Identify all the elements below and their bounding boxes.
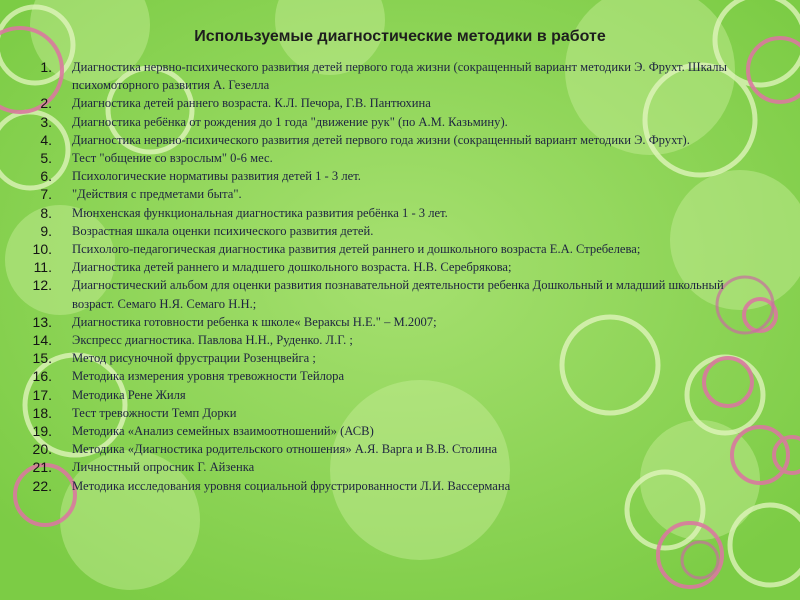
item-number: 21. <box>32 459 52 476</box>
item-number: 16. <box>32 368 52 385</box>
item-number: 15. <box>32 350 52 367</box>
list-item <box>24 113 764 131</box>
list-item <box>24 422 764 440</box>
item-text: Методика «Диагностика родительского отношения» А.Я. Варга и В.В. Столина <box>72 442 498 457</box>
item-text: Методика «Анализ семейных взаимоотношений» (АСВ) <box>72 424 374 439</box>
item-text: Метод рисуночной фрустрации Розенцвейга ; <box>72 351 316 366</box>
item-text: Возрастная шкала оценки психического развития детей. <box>72 223 374 238</box>
item-text: Диагностика нервно-психического развития детей первого года жизни (сокращенный вариант методики Э. Фрухт). <box>72 132 690 147</box>
item-text: Психолого-педагогическая диагностика развития детей раннего и дошкольного возраста Е.А. Стребелева; <box>72 242 641 257</box>
list-item <box>24 386 764 404</box>
item-text: Диагностика ребёнка от рождения до 1 года "движение рук" (по А.М. Казьмину). <box>72 114 508 129</box>
item-number: 4. <box>40 131 52 148</box>
list-item <box>24 477 764 495</box>
item-text: Личностный опросник Г. Айзенка <box>72 460 255 475</box>
slide-title: Используемые диагностические методики в работе <box>194 28 606 45</box>
item-number: 3. <box>40 113 52 130</box>
item-number: 7. <box>40 186 52 203</box>
list-item <box>24 458 764 476</box>
list-item <box>24 276 764 312</box>
item-text: Диагностика детей раннего и младшего дошкольного возраста. Н.В. Серебрякова; <box>72 260 512 275</box>
item-number: 10. <box>32 241 52 258</box>
item-text: Методика измерения уровня тревожности Тейлора <box>72 369 345 384</box>
item-number: 18. <box>32 404 52 421</box>
list-item <box>24 331 764 349</box>
item-number: 5. <box>40 150 52 167</box>
item-number: 6. <box>40 168 52 185</box>
item-text: Диагностический альбом для оценки развития познавательной деятельности ребенка Дошкольный и младший школьный возраст. Семаго Н.Я. Семаго Н.Н.; <box>72 278 724 311</box>
list-item <box>24 167 764 185</box>
item-number: 12. <box>32 277 52 294</box>
list-item <box>24 149 764 167</box>
item-number: 17. <box>32 386 52 403</box>
list-item <box>24 240 764 258</box>
list-item <box>24 222 764 240</box>
list-item <box>24 349 764 367</box>
item-text: Психологические нормативы развития детей 1 - 3 лет. <box>72 169 361 184</box>
item-text: Тест "общение со взрослым" 0-6 мес. <box>72 151 273 166</box>
list-item <box>24 258 764 276</box>
item-text: Диагностика детей раннего возраста. К.Л. Печора, Г.В. Пантюхина <box>72 96 431 111</box>
item-text: Мюнхенская функциональная диагностика развития ребёнка 1 - 3 лет. <box>72 205 448 220</box>
item-text: Экспресс диагностика. Павлова Н.Н., Руденко. Л.Г. ; <box>72 333 353 348</box>
item-text: Методика Рене Жиля <box>72 387 186 402</box>
item-number: 22. <box>32 477 52 494</box>
list-item <box>24 204 764 222</box>
list-item <box>24 404 764 422</box>
list-item <box>24 440 764 458</box>
list-item <box>24 185 764 203</box>
item-text: Методика исследования уровня социальной фрустрированности Л.И. Вассермана <box>72 478 511 493</box>
item-text: Диагностика готовности ребенка к школе« Вераксы Н.Е." – М.2007; <box>72 314 437 329</box>
item-number: 1. <box>40 59 52 75</box>
methods-list <box>24 58 764 495</box>
list-item <box>24 313 764 331</box>
list-item <box>24 367 764 385</box>
item-text: "Действия с предметами быта". <box>72 187 242 202</box>
item-text: Тест тревожности Темп Дорки <box>72 405 237 420</box>
item-number: 20. <box>32 441 52 458</box>
item-text: Диагностика нервно-психического развития детей первого года жизни (сокращенный вариант методики Э. Фрухт. Шкалы психомоторного развития А. Гезелла <box>72 60 727 93</box>
item-number: 14. <box>32 332 52 349</box>
item-number: 19. <box>32 423 52 440</box>
list-item <box>24 58 764 94</box>
list-item <box>24 94 764 112</box>
item-number: 2. <box>40 95 52 112</box>
item-number: 9. <box>40 222 52 239</box>
item-number: 11. <box>33 259 52 276</box>
list-item <box>24 131 764 149</box>
item-number: 13. <box>32 313 52 330</box>
item-number: 8. <box>40 204 52 221</box>
